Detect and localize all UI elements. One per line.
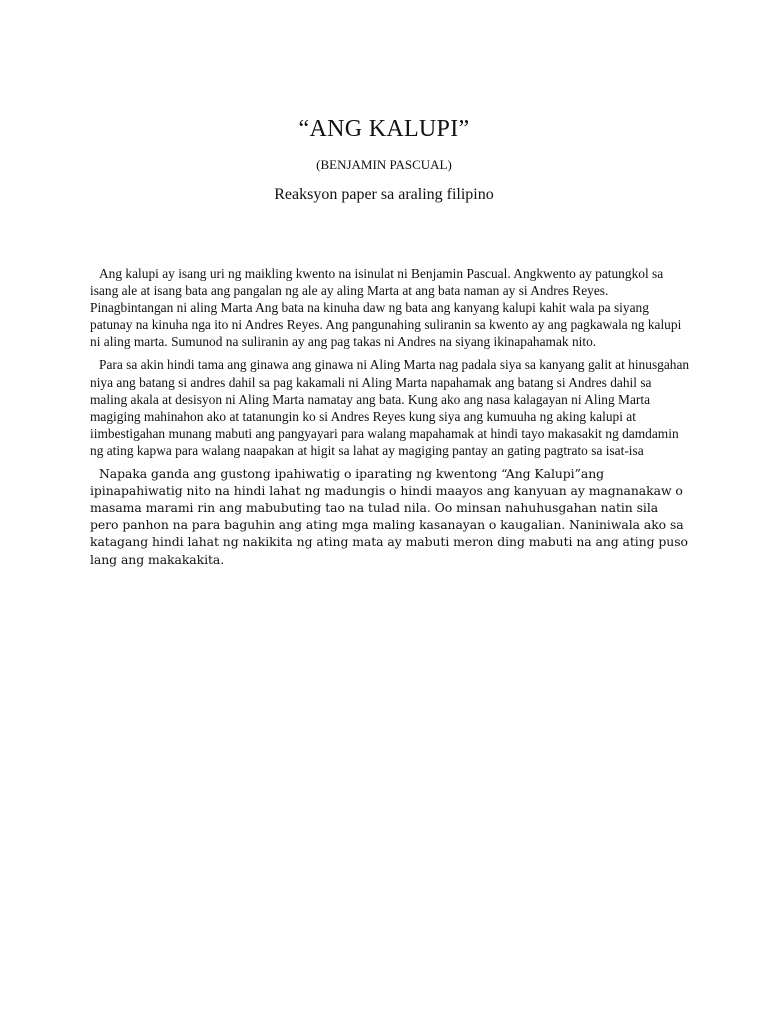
paragraph: Ang kalupi ay isang uri ng maikling kwento na isinulat ni Benjamin Pascual. Angkwento ay patungkol sa isang ale at isang bata ang pangalan ng ale ay aling Marta at ang bata naman ay si Andres Reyes. Pinagbintangan ni aling Marta Ang bata na kinuha daw ng bata ang kanyang kalupi kahit wala pa siyang patunay na kinuha nga ito ni Andres Reyes. Ang pangunahing suliranin sa kwento ay ang pagkawala ng kalupi ni aling marta. Sumunod na suliranin ay ang pag takas ni Andres na siyang ikinapahamak nito. xyxy=(90,266,682,350)
document-body xyxy=(90,265,690,574)
document-author: (BENJAMIN PASCUAL) xyxy=(316,157,452,172)
paragraph: Para sa akin hindi tama ang ginawa ang ginawa ni Aling Marta nag padala siya sa kanyang galit at hinusgahan niya ang batang si andres dahil sa pag kakamali ni Aling Marta napahamak ang batang si Andres dahil sa maling akala at desisyon ni Aling Marta namatay ang bata. Kung ako ang nasa kalagayan ni Aling Marta magiging mahinahon ako at tatanungin ko si Andres Reyes kung siya ang kumuuha ng aking kalupi at iimbestigahan munang mabuti ang pangyayari para walang mapahamak at hindi tayo makasakit ng damdamin ng ating kapwa para walang naapakan at higit sa lahat ay magiging pantay an gating pagtrato sa isat-isa xyxy=(90,357,690,458)
document-title: “ANG KALUPI” xyxy=(298,116,470,142)
paragraph: Napaka ganda ang gustong ipahiwatig o iparating ng kwentong “Ang Kalupi”ang ipinapahiwatig nito na hindi lahat ng madungis o hindi maayos ang kanyuan ay magnanakaw o masama marami rin ang mabubuting tao na tulad nila. Oo minsan nahuhusgahan natin sila pero panhon na para baguhin ang ating mga maling kasanayan o kaugalian. Naniniwala ako sa katagang hindi lahat ng nakikita ng ating mata ay mabuti meron ding mabuti na ang ating puso lang ang makakakita. xyxy=(90,466,688,567)
document-subtitle: Reaksyon paper sa araling filipino xyxy=(274,186,494,203)
